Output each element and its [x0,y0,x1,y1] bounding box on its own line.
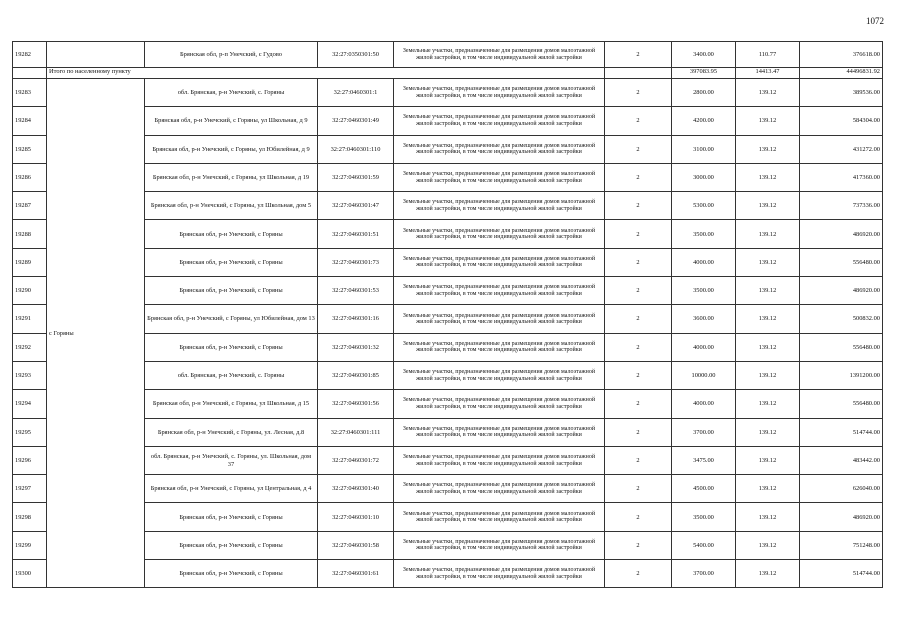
land-use-cell: Земельные участки, предназначенные для размещения домов малоэтажной жилой застройки, в том числе индивидуальной жилой застройки [394,107,605,135]
row-number: 19296 [13,446,47,474]
row-number: 19284 [13,107,47,135]
rate-cell: 139.12 [736,107,800,135]
value-cell: 389536.00 [800,79,883,107]
address-cell: Брянская обл, р-н Унечский, с Горяны [145,277,318,305]
cadastral-number-cell: 32:27:0460301:51 [318,220,394,248]
land-use-cell: Земельные участки, предназначенные для размещения домов малоэтажной жилой застройки, в том числе индивидуальной жилой застройки [394,446,605,474]
locality-cell: с Горяны [47,79,145,588]
total-empty-cell [13,68,47,79]
area-cell: 4000.00 [672,333,736,361]
land-use-cell: Земельные участки, предназначенные для размещения домов малоэтажной жилой застройки, в том числе индивидуальной жилой застройки [394,220,605,248]
area-cell: 3400.00 [672,42,736,68]
row-number: 19298 [13,503,47,531]
address-cell: Брянская обл, р-н Унечский, с Горяны, ул Центральная, д 4 [145,475,318,503]
value-cell: 751248.00 [800,531,883,559]
cadastral-number-cell: 32:27:0460301:61 [318,560,394,588]
land-use-cell: Земельные участки, предназначенные для размещения домов малоэтажной жилой застройки, в том числе индивидуальной жилой застройки [394,79,605,107]
row-number: 19297 [13,475,47,503]
cadastral-value-table [12,41,883,588]
area-cell: 5400.00 [672,531,736,559]
area-cell: 3475.00 [672,446,736,474]
category-cell: 2 [605,503,672,531]
value-cell: 556480.00 [800,333,883,361]
area-cell: 3700.00 [672,560,736,588]
area-cell: 3600.00 [672,305,736,333]
category-cell: 2 [605,135,672,163]
table-row [13,42,883,68]
cadastral-number-cell: 32:27:0460301:53 [318,277,394,305]
land-use-cell: Земельные участки, предназначенные для размещения домов малоэтажной жилой застройки, в том числе индивидуальной жилой застройки [394,277,605,305]
land-use-cell: Земельные участки, предназначенные для размещения домов малоэтажной жилой застройки, в том числе индивидуальной жилой застройки [394,418,605,446]
category-cell: 2 [605,163,672,191]
category-cell: 2 [605,277,672,305]
cadastral-number-cell: 32:27:0460301:85 [318,361,394,389]
address-cell: Брянская обл, р-н Унечский, с Горяны, ул Школьная, д 9 [145,107,318,135]
value-cell: 431272.00 [800,135,883,163]
row-number: 19290 [13,277,47,305]
value-cell: 584304.00 [800,107,883,135]
land-use-cell: Земельные участки, предназначенные для размещения домов малоэтажной жилой застройки, в том числе индивидуальной жилой застройки [394,560,605,588]
category-cell: 2 [605,79,672,107]
rate-cell: 110.77 [736,42,800,68]
rate-cell: 139.12 [736,333,800,361]
total-label: Итого по населенному пункту [47,68,605,79]
value-cell: 514744.00 [800,418,883,446]
rate-cell: 139.12 [736,305,800,333]
category-cell: 2 [605,560,672,588]
total-rate: 14413.47 [736,68,800,79]
address-cell: обл. Брянская, р-н Унечский, с. Горяны [145,79,318,107]
cadastral-number-cell: 32:27:0460301:58 [318,531,394,559]
address-cell: Брянская обл, р-н Унечский, с Горяны [145,531,318,559]
address-cell: Брянская обл, р-н Унечский, с Горяны, ул Школьная, д 19 [145,163,318,191]
total-area: 397083.95 [672,68,736,79]
value-cell: 1391200.00 [800,361,883,389]
land-use-cell: Земельные участки, предназначенные для размещения домов малоэтажной жилой застройки, в том числе индивидуальной жилой застройки [394,531,605,559]
cadastral-number-cell: 32:27:0460301:49 [318,107,394,135]
row-number: 19285 [13,135,47,163]
category-cell: 2 [605,107,672,135]
value-cell: 483442.00 [800,446,883,474]
total-empty-cell [605,68,672,79]
land-use-cell: Земельные участки, предназначенные для размещения домов малоэтажной жилой застройки, в том числе индивидуальной жилой застройки [394,135,605,163]
rate-cell: 139.12 [736,248,800,276]
total-row [13,68,883,79]
category-cell: 2 [605,305,672,333]
page-number: 1072 [866,16,884,26]
row-number: 19288 [13,220,47,248]
row-number: 19292 [13,333,47,361]
rate-cell: 139.12 [736,163,800,191]
category-cell: 2 [605,220,672,248]
address-cell: Брянская обл, р-н Унечский, с Горяны [145,333,318,361]
address-cell: Брянская обл, р-н Унечский, с Горяны, ул Школьная, дом 5 [145,192,318,220]
cadastral-number-cell: 32:27:0350301:50 [318,42,394,68]
cadastral-number-cell: 32:27:0460301:73 [318,248,394,276]
land-use-cell: Земельные участки, предназначенные для размещения домов малоэтажной жилой застройки, в том числе индивидуальной жилой застройки [394,475,605,503]
row-number: 19283 [13,79,47,107]
area-cell: 3100.00 [672,135,736,163]
value-cell: 486920.00 [800,503,883,531]
rate-cell: 139.12 [736,192,800,220]
category-cell: 2 [605,418,672,446]
address-cell: Брянская обл, р-н Унечский, с Горяны, ул Юбилейная, д 9 [145,135,318,163]
value-cell: 486920.00 [800,277,883,305]
cadastral-number-cell: 32:27:0460301:10 [318,503,394,531]
cadastral-number-cell: 32:27:0460301:56 [318,390,394,418]
value-cell: 376618.00 [800,42,883,68]
row-number: 19294 [13,390,47,418]
total-value: 44496831.92 [800,68,883,79]
area-cell: 10000.00 [672,361,736,389]
value-cell: 514744.00 [800,560,883,588]
address-cell: Брянская обл, р-н Унечский, с Горяны, ул Школьная, д 15 [145,390,318,418]
area-cell: 3500.00 [672,220,736,248]
address-cell: Брянская обл, р-н Унечский, с Горяны [145,220,318,248]
land-use-cell: Земельные участки, предназначенные для размещения домов малоэтажной жилой застройки, в том числе индивидуальной жилой застройки [394,42,605,68]
area-cell: 3000.00 [672,163,736,191]
land-use-cell: Земельные участки, предназначенные для размещения домов малоэтажной жилой застройки, в том числе индивидуальной жилой застройки [394,361,605,389]
address-cell: Брянская обл, р-н Унечский, с Горяны, ул. Лесная, д.8 [145,418,318,446]
land-use-cell: Земельные участки, предназначенные для размещения домов малоэтажной жилой застройки, в том числе индивидуальной жилой застройки [394,163,605,191]
row-number: 19289 [13,248,47,276]
area-cell: 3500.00 [672,503,736,531]
row-number: 19300 [13,560,47,588]
category-cell: 2 [605,333,672,361]
row-number: 19295 [13,418,47,446]
value-cell: 417360.00 [800,163,883,191]
cadastral-number-cell: 32:27:0460301:59 [318,163,394,191]
locality-cell [47,42,145,68]
rate-cell: 139.12 [736,220,800,248]
area-cell: 4000.00 [672,390,736,418]
category-cell: 2 [605,390,672,418]
row-number: 19282 [13,42,47,68]
rate-cell: 139.12 [736,446,800,474]
cadastral-number-cell: 32:27:0460301:110 [318,135,394,163]
row-number: 19287 [13,192,47,220]
cadastral-number-cell: 32:27:0460301:40 [318,475,394,503]
land-use-cell: Земельные участки, предназначенные для размещения домов малоэтажной жилой застройки, в том числе индивидуальной жилой застройки [394,305,605,333]
rate-cell: 139.12 [736,390,800,418]
row-number: 19291 [13,305,47,333]
value-cell: 486920.00 [800,220,883,248]
area-cell: 3700.00 [672,418,736,446]
category-cell: 2 [605,531,672,559]
land-use-cell: Земельные участки, предназначенные для размещения домов малоэтажной жилой застройки, в том числе индивидуальной жилой застройки [394,248,605,276]
area-cell: 5300.00 [672,192,736,220]
value-cell: 626040.00 [800,475,883,503]
address-cell: обл. Брянская, р-н Унечский, с. Горяны, ул. Школьная, дом 37 [145,446,318,474]
rate-cell: 139.12 [736,135,800,163]
rate-cell: 139.12 [736,361,800,389]
rate-cell: 139.12 [736,560,800,588]
area-cell: 4000.00 [672,248,736,276]
land-use-cell: Земельные участки, предназначенные для размещения домов малоэтажной жилой застройки, в том числе индивидуальной жилой застройки [394,503,605,531]
address-cell: Брянская обл, р-н Унечский, с Горяны [145,248,318,276]
area-cell: 3500.00 [672,277,736,305]
cadastral-number-cell: 32:27:0460301:47 [318,192,394,220]
row-number: 19299 [13,531,47,559]
address-cell: Брянская обл, р-н Унечский, с Горяны [145,560,318,588]
address-cell: Брянская обл, р-н Унечский, с Горяны [145,503,318,531]
address-cell: Брянская обл, р-п Унечский, с Гудово [145,42,318,68]
rate-cell: 139.12 [736,79,800,107]
row-number: 19293 [13,361,47,389]
cadastral-number-cell: 32:27:0460301:111 [318,418,394,446]
rate-cell: 139.12 [736,531,800,559]
table-row [13,79,883,107]
land-use-cell: Земельные участки, предназначенные для размещения домов малоэтажной жилой застройки, в том числе индивидуальной жилой застройки [394,192,605,220]
rate-cell: 139.12 [736,418,800,446]
area-cell: 4500.00 [672,475,736,503]
value-cell: 737336.00 [800,192,883,220]
land-use-cell: Земельные участки, предназначенные для размещения домов малоэтажной жилой застройки, в том числе индивидуальной жилой застройки [394,390,605,418]
category-cell: 2 [605,192,672,220]
category-cell: 2 [605,475,672,503]
address-cell: обл. Брянская, р-н Унечский, с. Горяны [145,361,318,389]
value-cell: 500832.00 [800,305,883,333]
category-cell: 2 [605,42,672,68]
cadastral-number-cell: 32:27:0460301:72 [318,446,394,474]
address-cell: Брянская обл, р-н Унечский, с Горяны, ул Юбилейная, дом 13 [145,305,318,333]
rate-cell: 139.12 [736,277,800,305]
area-cell: 4200.00 [672,107,736,135]
cadastral-number-cell: 32:27:0460301:1 [318,79,394,107]
value-cell: 556480.00 [800,390,883,418]
rate-cell: 139.12 [736,475,800,503]
cadastral-number-cell: 32:27:0460301:32 [318,333,394,361]
category-cell: 2 [605,446,672,474]
category-cell: 2 [605,248,672,276]
area-cell: 2800.00 [672,79,736,107]
value-cell: 556480.00 [800,248,883,276]
row-number: 19286 [13,163,47,191]
cadastral-number-cell: 32:27:0460301:16 [318,305,394,333]
rate-cell: 139.12 [736,503,800,531]
land-use-cell: Земельные участки, предназначенные для размещения домов малоэтажной жилой застройки, в том числе индивидуальной жилой застройки [394,333,605,361]
category-cell: 2 [605,361,672,389]
